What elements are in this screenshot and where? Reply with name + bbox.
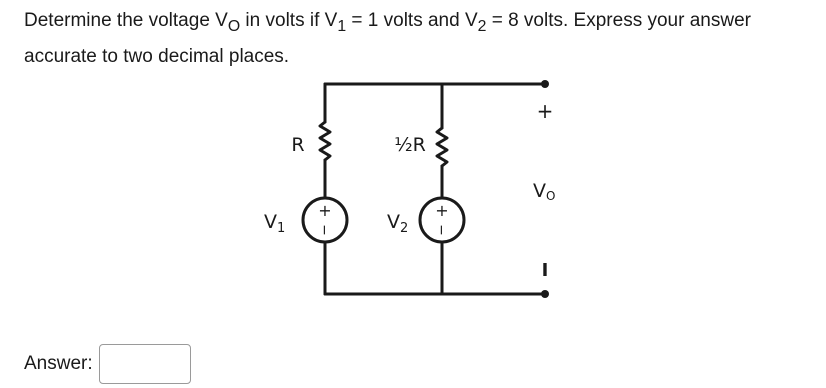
sub-2: 2 xyxy=(477,17,487,35)
vo-minus-label: I xyxy=(541,260,549,281)
resistor-r-label: R xyxy=(291,134,305,156)
source-v2-plus: + xyxy=(435,201,449,220)
question-part-4: = 8 volts. Express your answer accurate to two decimal places. xyxy=(24,10,751,67)
source-v1-label: $V_1$ xyxy=(264,211,286,236)
sub-1: 1 xyxy=(337,17,347,35)
question-text xyxy=(24,6,814,72)
sub-o: O xyxy=(227,17,241,35)
resistor-half-r-label: ½R xyxy=(394,134,426,156)
question-part-1: Determine the voltage V xyxy=(24,10,228,31)
answer-row xyxy=(24,344,191,384)
question-part-3: = 1 volts and V xyxy=(346,10,478,31)
question-part-2: in volts if V xyxy=(240,10,338,31)
output-terminal-top xyxy=(541,80,549,88)
source-v2-minus: − xyxy=(433,224,449,236)
resistor-r xyxy=(320,122,330,160)
answer-label: Answer: xyxy=(24,353,93,374)
circuit-diagram xyxy=(250,70,580,310)
source-v1-minus: − xyxy=(316,224,332,236)
source-v1-plus: + xyxy=(318,201,332,220)
resistor-half-r xyxy=(437,128,447,166)
output-terminal-bottom xyxy=(541,290,549,298)
answer-input[interactable] xyxy=(99,344,191,384)
vo-plus-label: + xyxy=(536,99,554,123)
vo-label: VO xyxy=(533,180,556,203)
source-v2-label: $V_2$ xyxy=(387,211,409,236)
